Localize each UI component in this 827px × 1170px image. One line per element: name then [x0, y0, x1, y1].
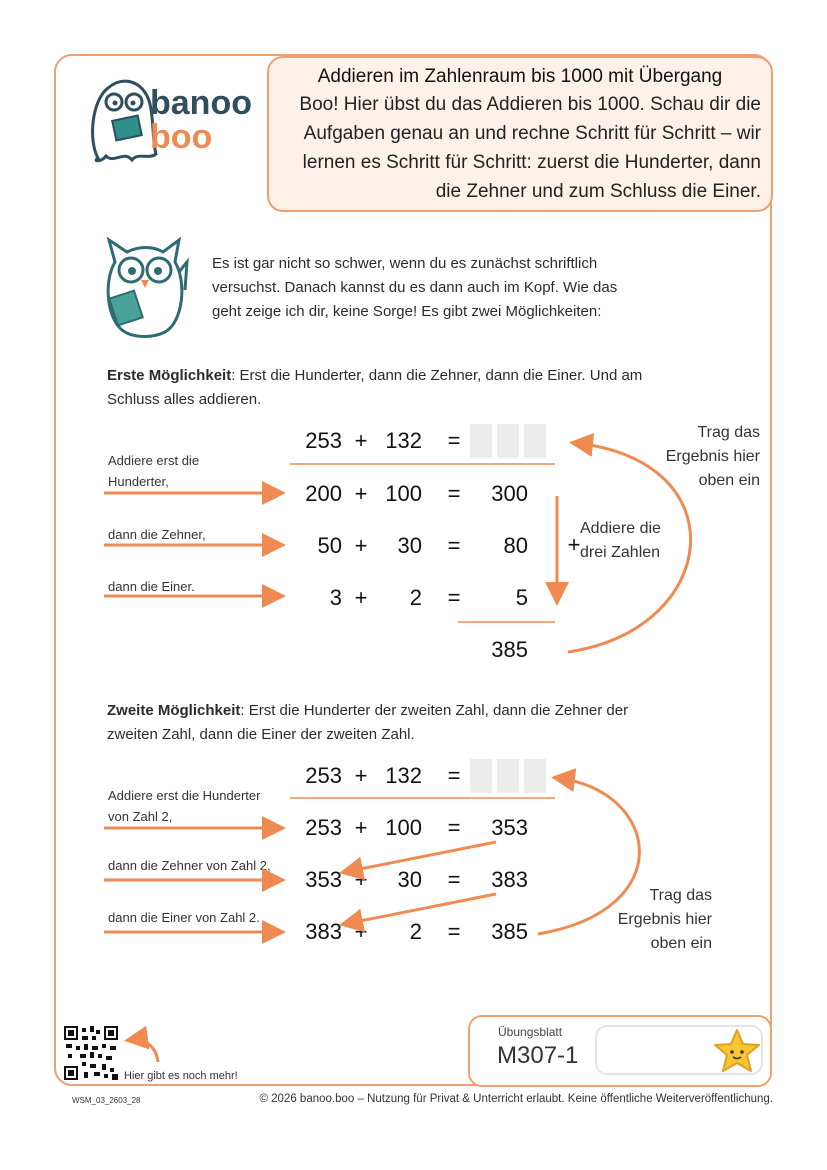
sheet-code: M307-1	[497, 1042, 579, 1069]
row2-result: 80	[503, 533, 528, 558]
row4-b: 100	[385, 815, 422, 840]
row2-a: 50	[317, 533, 342, 558]
row5-result: 383	[491, 867, 528, 892]
row3-result: 5	[515, 585, 528, 610]
row4-result: 353	[491, 815, 528, 840]
option2-hint-ones: dann die Einer von Zahl 2.	[108, 910, 260, 925]
carry-arrow	[568, 443, 691, 652]
brand-line1: banoo	[150, 84, 252, 122]
row4-op: +	[354, 815, 368, 840]
row5-eq: =	[447, 867, 461, 892]
option1-hint-ones: dann die Einer.	[108, 579, 195, 594]
diagonal-arrow	[345, 894, 496, 924]
brand-line2: boo	[150, 118, 213, 156]
header-line: Aufgaben genau an und rechne Schritt für Schritt – wir	[303, 123, 761, 144]
task1-op: +	[354, 428, 368, 453]
intro-line: versuchst. Danach kannst du es dann auch im Kopf. Wie das	[212, 279, 618, 296]
note-line: Ergebnis hier	[617, 911, 712, 928]
hint-line: Hunderter,	[108, 474, 169, 489]
row6-b: 2	[409, 919, 422, 944]
note-line: oben ein	[650, 935, 712, 952]
row4-a: 253	[305, 815, 342, 840]
row6-op: +	[354, 919, 368, 944]
header-line: lernen es Schritt für Schritt: zuerst die Hunderter, dann	[302, 152, 761, 173]
carry-arrow	[538, 778, 639, 934]
task1-b: 132	[385, 428, 422, 453]
row4-eq: =	[447, 815, 461, 840]
task2-a: 253	[305, 763, 342, 788]
row2-b: 30	[397, 533, 422, 558]
row3-eq: =	[447, 585, 461, 610]
task1-a: 253	[305, 428, 342, 453]
row2-op: +	[354, 533, 368, 558]
note-line: oben ein	[698, 472, 760, 489]
note-line: Trag das	[697, 424, 760, 441]
row1-result: 300	[491, 481, 528, 506]
diagonal-arrow	[345, 842, 496, 872]
note-line: Ergebnis hier	[665, 448, 760, 465]
total-result: 385	[491, 637, 528, 662]
hint-line: Addiere erst die	[108, 453, 200, 468]
task1-eq: =	[447, 428, 461, 453]
option2-text: zweiten Zahl, dann die Einer der zweiten Zahl.	[107, 726, 415, 743]
row3-b: 2	[409, 585, 422, 610]
row5-a: 353	[305, 867, 342, 892]
qr-code-icon[interactable]	[64, 1026, 118, 1080]
option2-heading: Zweite Möglichkeit	[107, 702, 241, 719]
header-line: die Zehner und zum Schluss die Einer.	[435, 181, 761, 202]
intro-line: geht zeige ich dir, keine Sorge! Es gibt zwei Möglichkeiten:	[212, 303, 602, 320]
row1-b: 100	[385, 481, 422, 506]
option2-hint-tens: dann die Zehner von Zahl 2,	[108, 858, 271, 873]
row2-eq: =	[447, 533, 461, 558]
option2-text: : Erst die Hunderter der zweiten Zahl, dann die Zehner der	[240, 702, 629, 719]
hint-line: von Zahl 2,	[108, 809, 173, 824]
task2-op: +	[354, 763, 368, 788]
row3-op: +	[354, 585, 368, 610]
plus-sign: +	[567, 532, 581, 557]
row6-result: 385	[491, 919, 528, 944]
row6-eq: =	[447, 919, 461, 944]
note-line: drei Zahlen	[580, 544, 661, 561]
row3-a: 3	[329, 585, 342, 610]
document-code: WSM_03_2603_28	[72, 1096, 141, 1105]
curved-arrow-icon	[130, 1040, 158, 1062]
row1-op: +	[354, 481, 368, 506]
row5-b: 30	[397, 867, 422, 892]
more-link[interactable]: Hier gibt es noch mehr!	[124, 1070, 238, 1082]
task2-b: 132	[385, 763, 422, 788]
option1-text: : Erst die Hunderter, dann die Zehner, dann die Einer. Und am	[231, 367, 643, 384]
row6-a: 383	[305, 919, 342, 944]
option1-hint-tens: dann die Zehner,	[108, 527, 206, 542]
note-line: Trag das	[649, 887, 712, 904]
row1-eq: =	[447, 481, 461, 506]
option1-heading: Erste Möglichkeit	[107, 367, 232, 384]
header-line: Boo! Hier übst du das Addieren bis 1000. Schau dir die	[299, 94, 761, 115]
footer-copyright: © 2026 banoo.boo – Nutzung für Privat & Unterricht erlaubt. Keine öffentliche Weiterveröffentlichung.	[259, 1093, 773, 1105]
intro-line: Es ist gar nicht so schwer, wenn du es zunächst schriftlich	[212, 255, 598, 272]
row5-op: +	[354, 867, 368, 892]
task2-eq: =	[447, 763, 461, 788]
sheet-label: Übungsblatt	[498, 1025, 563, 1039]
note-line: Addiere die	[580, 520, 661, 537]
hint-line: Addiere erst die Hunderter	[108, 788, 261, 803]
row1-a: 200	[305, 481, 342, 506]
option1-text: Schluss alles addieren.	[107, 391, 262, 408]
page-title: Addieren im Zahlenraum bis 1000 mit Übergang	[317, 66, 723, 87]
star-icon	[711, 1027, 763, 1075]
